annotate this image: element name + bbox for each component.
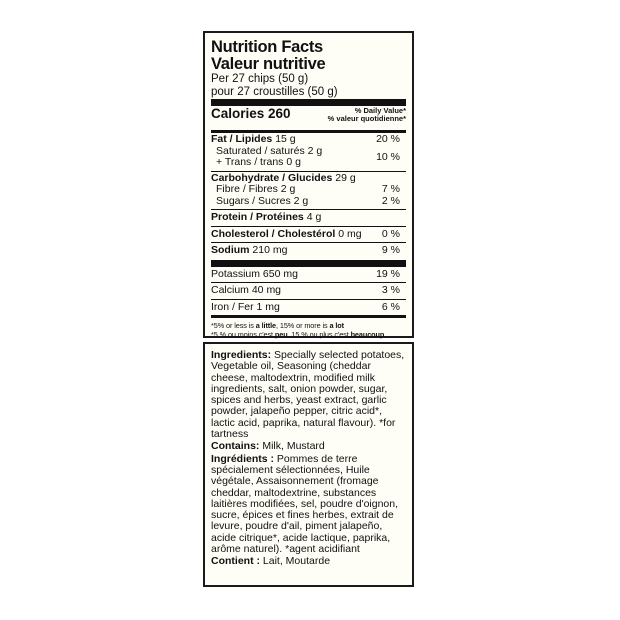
contains-fr-label: Contient : (211, 555, 260, 568)
fat-label: Fat / Lipides (211, 133, 273, 145)
ingredients-fr-label: Ingrédients : (211, 452, 275, 465)
footnote-fr-text2: , 15 % ou plus c'est (287, 330, 351, 339)
iron-label: Iron / Fer 1 mg (211, 300, 280, 313)
calcium-row (211, 283, 406, 299)
sodium-label: Sodium (211, 244, 250, 256)
contains-en-text: Milk, Mustard (259, 440, 325, 453)
iron-pct: 6 % (381, 300, 400, 313)
trans-row: + Trans / trans 0 g (216, 156, 301, 168)
fibre-label: Fibre / Fibres 2 g (216, 183, 296, 195)
ingredients-panel (203, 342, 414, 587)
contains-en (211, 441, 406, 452)
ingredients-en-text: Specially selected potatoes, Vegetable oil, Seasoning (cheddar cheese, maltodextrin, modified milk ingredients, salt, onion powder, sugar, spices and herbs, yeast extract, garlic powder, jalapeño pepper, citric acid*, lactic acid, paprika, natural flavour). *for tartness (211, 349, 405, 441)
fibre-pct: 7 % (381, 183, 400, 195)
footnote-fr-peu: peu (274, 330, 288, 339)
contains-en-label: Contains: (211, 440, 260, 453)
calories-row (211, 106, 406, 130)
ingredients-fr-text: Pommes de terre spécialement sélectionnées, Huile végétale, Assaisonnement (fromage cheddar, maltodextrine, substances laitières modifiées, sel, poudre d'oignon, sucre, épices et fines herbes, extrait de levure, poudre d'ail, piment jalapeño, acide citrique*, acide lactique, paprika, arôme naturel). *agent acidifiant (211, 452, 399, 556)
contains-fr-text: Lait, Moutarde (260, 555, 331, 568)
footnote (211, 318, 406, 339)
ingredients-en-label: Ingredients: (211, 349, 272, 361)
divider-thick (211, 99, 406, 106)
fat-pct: 20 % (376, 133, 400, 145)
sodium-amount: 210 mg (252, 244, 288, 256)
carb-label: Carbohydrate / Glucides (211, 171, 333, 184)
divider-thick (211, 260, 406, 267)
potassium-label: Potassium 650 mg (211, 267, 298, 280)
footnote-en-little: a little (255, 321, 277, 330)
title-fr: Valeur nutritive (211, 55, 326, 73)
fat-group (211, 133, 406, 171)
carb-amount: 29 g (335, 171, 356, 184)
daily-value-en: % Daily Value* (354, 106, 406, 115)
footnote-fr-text: *5 % ou moins c'est (211, 330, 275, 339)
protein-row (211, 210, 406, 226)
sugars-label: Sugars / Sucres 2 g (216, 194, 309, 207)
footnote-en-text: *5% or less is (211, 321, 256, 330)
footnote-fr (211, 330, 406, 339)
cholesterol-amount: 0 mg (338, 227, 362, 240)
ingredients-en (211, 350, 406, 440)
footnote-en (211, 321, 406, 330)
protein-label: Protein / Protéines (211, 211, 304, 223)
daily-value-fr: % valeur quotidienne* (327, 114, 406, 123)
calcium-pct: 3 % (381, 284, 400, 296)
fat-row (211, 134, 406, 146)
sugars-row (211, 196, 406, 208)
protein-amount: 4 g (306, 211, 322, 223)
cholesterol-label: Cholesterol / Cholestérol (211, 227, 336, 240)
fibre-row (211, 184, 406, 196)
saturated-row: Saturated / saturés 2 g (216, 144, 323, 157)
cholesterol-row (211, 227, 406, 243)
contains-fr (211, 556, 406, 567)
footnote-en-lot: a lot (329, 321, 344, 330)
calories-label: Calories 260 (211, 106, 291, 121)
title-en: Nutrition Facts (211, 38, 323, 56)
serving-fr: pour 27 croustilles (50 g) (211, 85, 338, 98)
carb-group (211, 172, 406, 210)
daily-value-header (328, 107, 406, 123)
sodium-pct: 9 % (381, 244, 400, 256)
ingredients-fr (211, 454, 406, 556)
cholesterol-pct: 0 % (381, 227, 400, 240)
ingredients-text (211, 350, 406, 568)
iron-row (211, 300, 406, 316)
calcium-label: Calcium 40 mg (211, 284, 282, 296)
sugars-pct: 2 % (381, 194, 400, 207)
sat-trans-pct: 10 % (376, 151, 400, 163)
serving-en: Per 27 chips (50 g) (211, 73, 309, 85)
fat-amount: 15 g (275, 133, 296, 145)
sodium-row (211, 243, 406, 259)
footnote-en-text2: , 15% or more is (276, 321, 330, 330)
footnote-fr-beaucoup: beaucoup (350, 330, 385, 339)
potassium-pct: 19 % (376, 267, 400, 280)
nutrition-facts-panel (203, 31, 414, 338)
sat-trans-block (211, 146, 406, 169)
potassium-row (211, 267, 406, 283)
